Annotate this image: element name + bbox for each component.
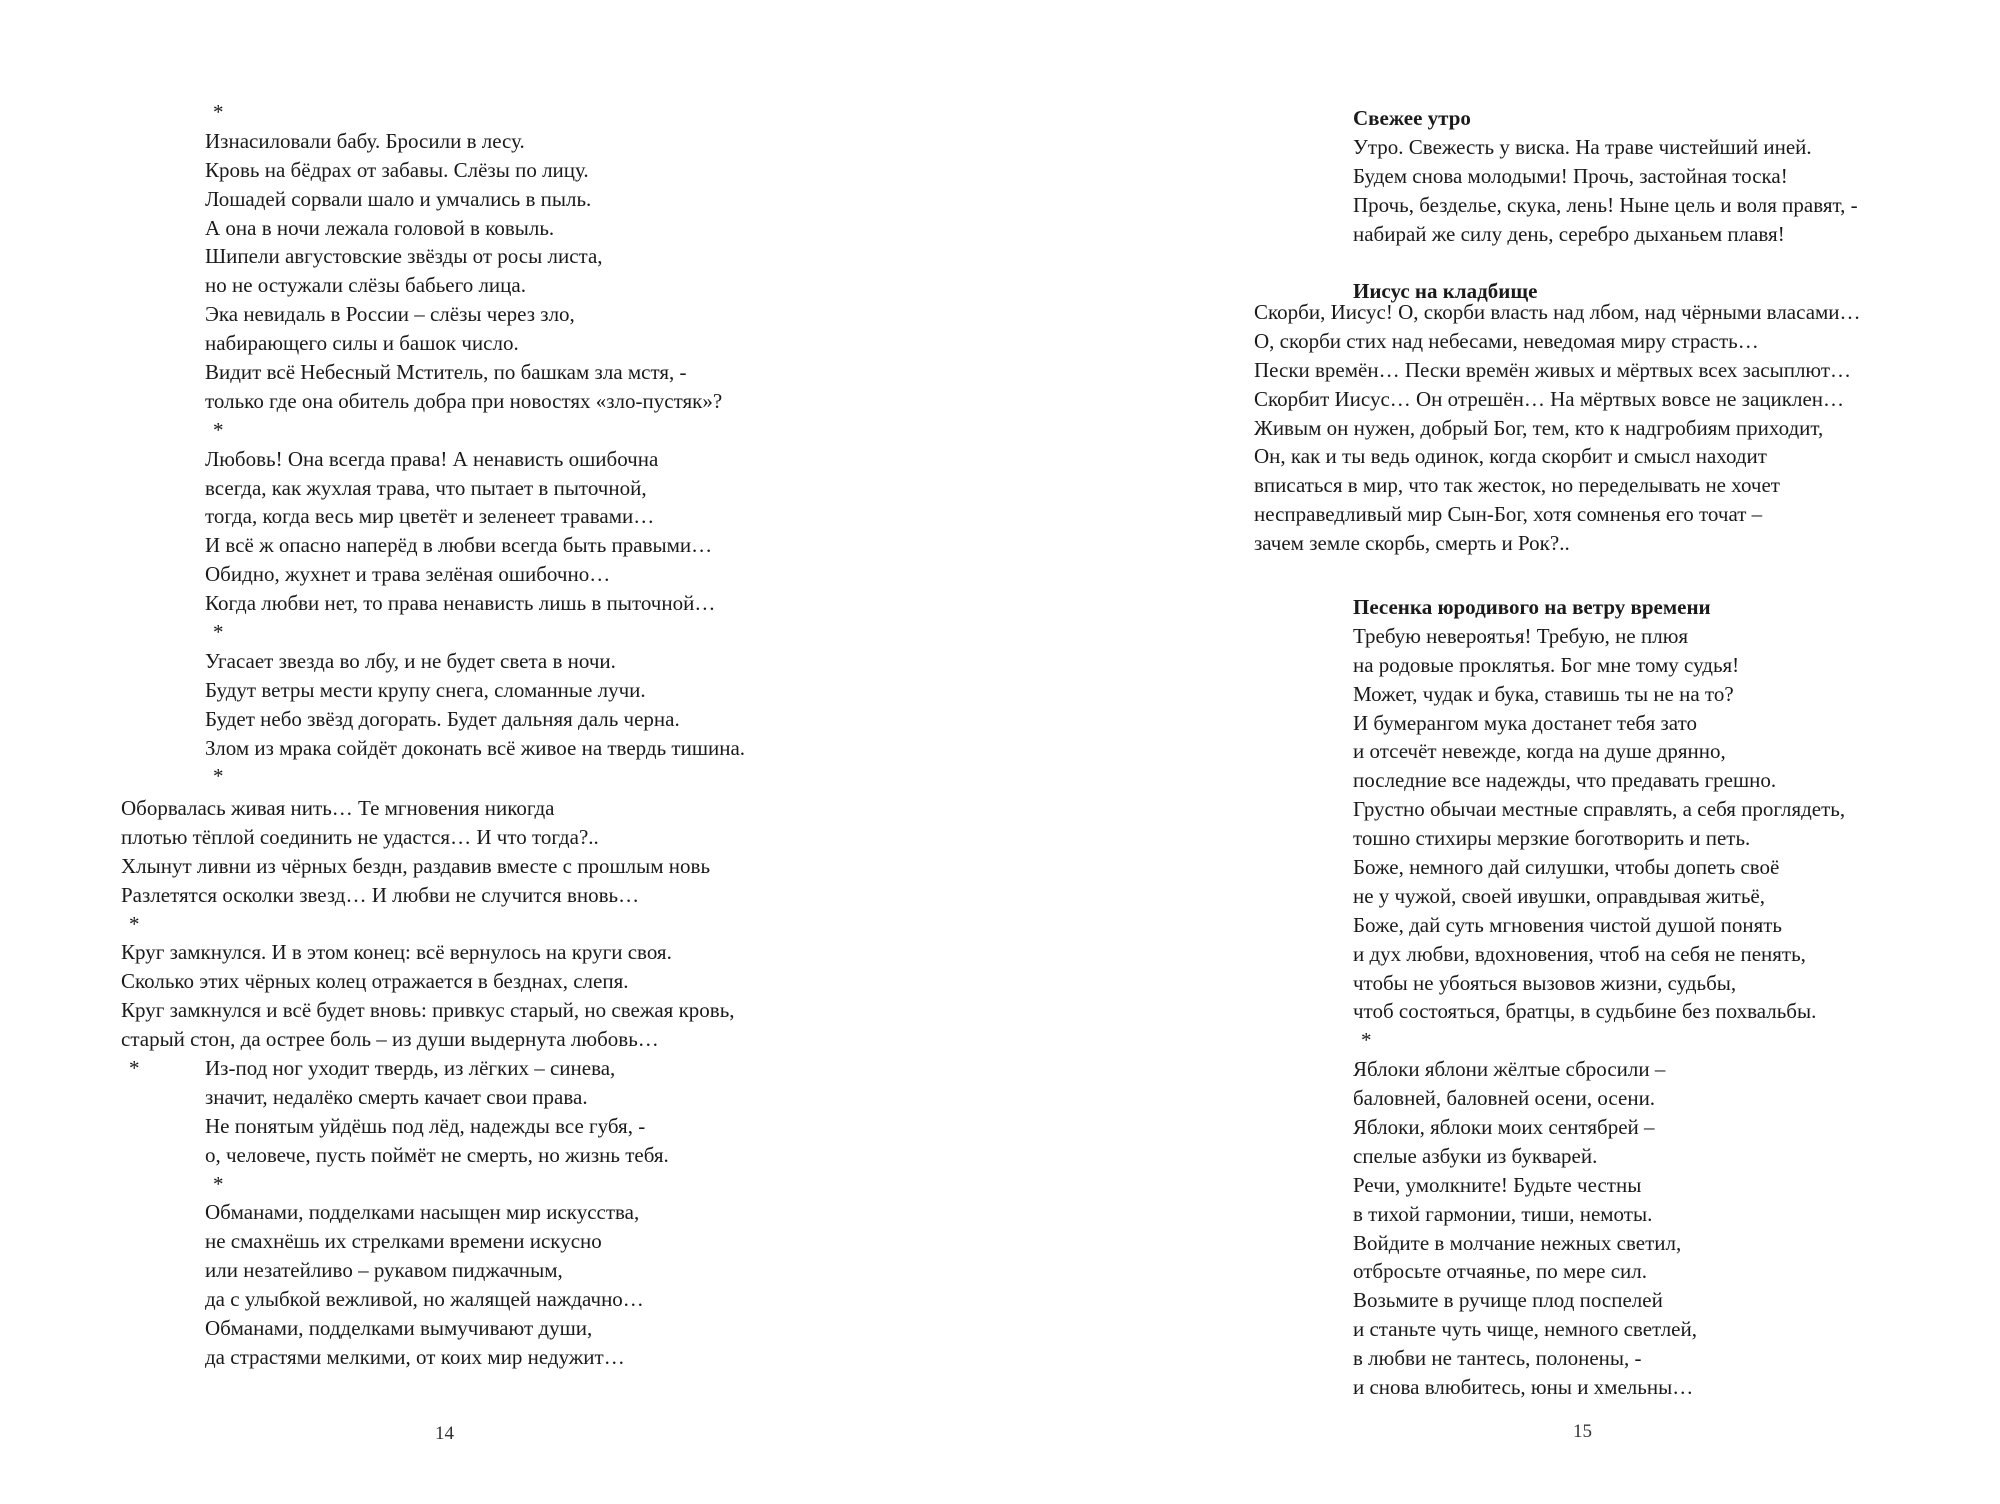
poem-line: и станьте чуть чище, немного светлей, [1353,1317,1697,1342]
poem-line: значит, недалёко смерть качает свои права. [205,1084,588,1109]
poem-line: или незатейливо – рукавом пиджачным, [205,1258,563,1283]
poem-line: Возьмите в ручище плод поспелей [1353,1288,1663,1313]
stanza-separator: * [213,764,224,789]
poem-line: Утро. Свежесть у виска. На траве чистейший иней. [1353,134,1812,159]
poem-line: и отсечёт невежде, когда на душе дрянно, [1353,739,1726,764]
poem-line: Войдите в молчание нежных светил, [1353,1230,1682,1255]
poem-line: тогда, когда весь мир цветёт и зеленеет травами… [205,504,655,529]
poem-line: спелые азбуки из букварей. [1353,1143,1598,1168]
poem-line: баловней, баловней осени, осени. [1353,1086,1656,1111]
poem-line: Шипели августовские звёзды от росы листа, [205,244,603,269]
poem-line: Видит всё Небесный Мститель, по башкам зла мстя, - [205,360,687,385]
poem-line: Речи, умолкните! Будьте честны [1353,1172,1642,1197]
poem-line: да страстями мелкими, от коих мир недужит… [205,1344,625,1369]
poem-line: Скорбит Иисус… Он отрешён… На мёртвых вовсе не зациклен… [1254,386,1844,411]
poem-line: не смахнёшь их стрелками времени искусно [205,1229,602,1254]
poem-block [205,98,745,791]
stanza-separator: * [1361,1028,1372,1053]
poem-line: зачем земле скорбь, смерть и Рок?.. [1254,531,1570,556]
poem-line: последние все надежды, что предавать грешно. [1353,768,1777,793]
poem-line: Обидно, жухнет и трава зелёная ошибочно… [205,562,611,587]
poem-line: Любовь! Она всегда права! А ненависть ошибочна [205,446,659,471]
stanza-separator: * [213,417,224,442]
poem-block [1254,298,1861,558]
poem-line: Не понятым уйдёшь под лёд, надежды все губя, - [205,1113,646,1138]
page-number: 14 [435,1423,454,1444]
poem-line: Прочь, безделье, скука, лень! Ныне цель и воля правят, - [1353,192,1858,217]
poem-line: Грустно обычаи местные справлять, а себя проглядеть, [1353,797,1846,822]
poem-line: Сколько этих чёрных колец отражается в безднах, слепя. [121,969,629,994]
poem-line: Злом из мрака сойдёт доконать всё живое на твердь тишина. [205,735,746,760]
poem-line: Обманами, подделками вымучивают души, [205,1316,593,1341]
poem-line: чтоб состояться, братцы, в судьбине без похвальбы. [1353,999,1817,1024]
poem-line: Когда любви нет, то права ненависть лишь в пыточной… [205,591,716,616]
stanza-separator: * [129,911,140,936]
poem-line [1353,248,1858,277]
poem-title: Песенка юродивого на ветру времени [1353,595,1711,619]
poem-line: Круг замкнулся. И в этом конец: всё вернулось на круги своя. [121,940,672,965]
poem-line: Живым он нужен, добрый Бог, тем, кто к надгробиям приходит, [1254,415,1824,440]
poem-line: Круг замкнулся и всё будет вновь: привкус старый, но свежая кровь, [121,998,735,1023]
poem-line: Боже, немного дай силушки, чтобы допеть своё [1353,855,1780,880]
poem-block [1353,593,1845,1402]
poem-title: Свежее утро [1353,106,1471,130]
stanza-separator: * [213,1171,224,1196]
poem-block [1353,104,1858,306]
poem-line: на родовые проклятья. Бог мне тому судья! [1353,652,1740,677]
poem-line: вписаться в мир, что так жесток, но переделывать не хочет [1254,473,1780,498]
poem-line: и дух любви, вдохновения, чтоб на себя не пенять, [1353,941,1806,966]
poem-line: Боже, дай суть мгновения чистой душой понять [1353,912,1783,937]
right-page [1000,0,2000,1504]
poem-line: Кровь на бёдрах от забавы. Слёзы по лицу. [205,157,589,182]
poem-line: Пески времён… Пески времён живых и мёртвых всех засыплют… [1254,357,1852,382]
poem-line: Может, чудак и бука, ставишь ты не на то? [1353,681,1734,706]
poem-line: не у чужой, своей ивушки, оправдывая житьё, [1353,883,1765,908]
poem-line: набирающего силы и башок число. [205,331,519,356]
poem-line: и снова влюбитесь, юны и хмельны… [1353,1375,1694,1400]
poem-line: но не остужали слёзы бабьего лица. [205,273,526,298]
poem-line: Обманами, подделками насыщен мир искусства, [205,1200,640,1225]
poem-line: только где она обитель добра при новостях «зло-пустяк»? [205,388,723,413]
poem-line: отбросьте отчаянье, по мере сил. [1353,1259,1647,1284]
poem-line: несправедливый мир Сын-Бог, хотя сомненья его точат – [1254,502,1763,527]
poem-line: в тихой гармонии, тиши, немоты. [1353,1201,1653,1226]
poem-line: Будем снова молодыми! Прочь, застойная тоска! [1353,163,1788,188]
poem-line: Требую невероятья! Требую, не плюя [1353,623,1689,648]
poem-line: плотью тёплой соединить не удастся… И что тогда?.. [121,824,599,849]
poem-line: Разлетятся осколки звезд… И любви не случится вновь… [121,882,640,907]
poem-line: чтобы не убояться вызовов жизни, судьбы, [1353,970,1737,995]
poem-line: О, скорби стих над небесами, неведомая миру страсть… [1254,328,1759,353]
poem-line: Он, как и ты ведь одинок, когда скорбит и смысл находит [1254,444,1767,469]
poem-line: тошно стихиры мерзкие боготворить и петь. [1353,826,1751,851]
poem-line: Яблоки яблони жёлтые сбросили – [1353,1057,1666,1082]
stanza-separator: * [129,1056,140,1081]
poem-line: И всё ж опасно наперёд в любви всегда быть правыми… [205,533,713,558]
stanza-separator: * [213,100,224,124]
poem-block [121,794,735,1083]
poem-line: А она в ночи лежала головой в ковыль. [205,215,555,240]
poem-line: Будет небо звёзд догорать. Будет дальняя даль черна. [205,706,680,731]
poem-line: Эка невидаль в России – слёзы через зло, [205,302,575,327]
poem-block [205,1054,669,1372]
poem-line: Яблоки, яблоки моих сентябрей – [1353,1115,1655,1140]
poem-line: Оборвалась живая нить… Те мгновения никогда [121,796,555,820]
poem-line: Угасает звезда во лбу, и не будет света в ночи. [205,648,616,673]
poem-line: Изнасиловали бабу. Бросили в лесу. [205,128,525,153]
poem-line: в любви не тантесь, полонены, - [1353,1346,1642,1371]
poem-line: Будут ветры мести крупу снега, сломанные лучи. [205,677,646,702]
poem-line: всегда, как жухлая трава, что пытает в пыточной, [205,475,647,500]
poem-line: да с улыбкой вежливой, но жалящей наждачно… [205,1287,644,1312]
poem-line: Из-под ног уходит твердь, из лёгких – синева, [205,1056,616,1080]
poem-line: набирай же силу день, серебро дыханьем плавя! [1353,221,1785,246]
stanza-separator: * [213,620,224,645]
poem-line: И бумерангом мука достанет тебя зато [1353,710,1697,735]
poem-line: Скорби, Иисус! О, скорби власть над лбом, над чёрными власами… [1254,300,1861,324]
poem-line: Лошадей сорвали шало и умчались в пыль. [205,186,592,211]
page-number: 15 [1573,1421,1592,1442]
poem-line: Хлынут ливни из чёрных бездн, раздавив вместе с прошлым новь [121,853,711,878]
poem-line: старый стон, да острее боль – из души выдернута любовь… [121,1027,659,1052]
poem-title: Иисус на кладбище [1353,279,1538,304]
poem-line: о, человече, пусть поймёт не смерть, но жизнь тебя. [205,1142,669,1167]
